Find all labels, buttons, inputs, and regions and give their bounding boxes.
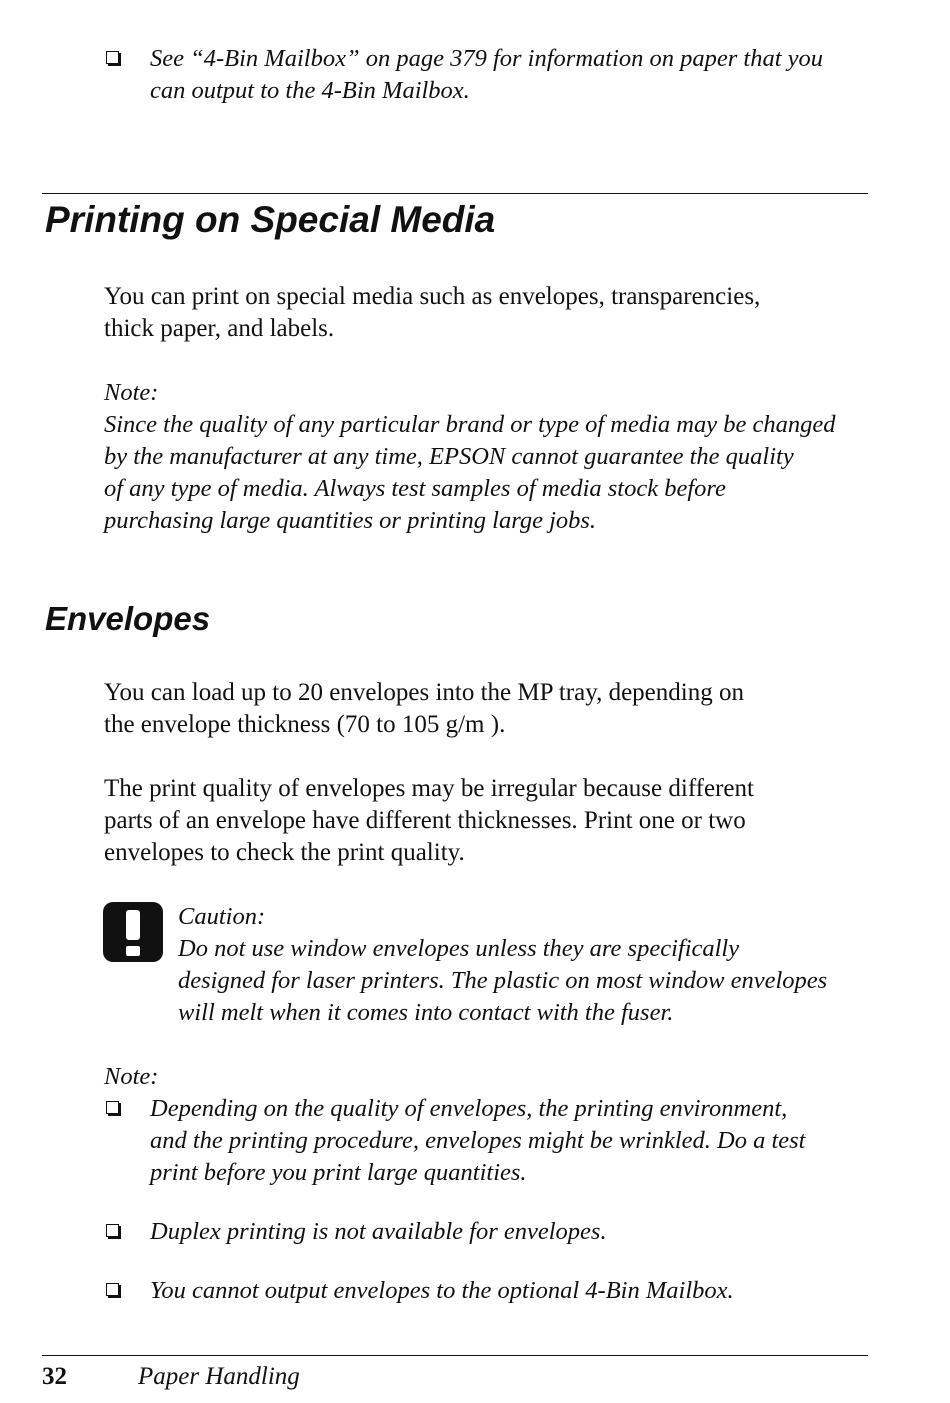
bullet-checkbox-icon xyxy=(106,51,119,64)
top-bullet-line-1: See “4-Bin Mailbox” on page 379 for information on paper that you xyxy=(150,45,824,72)
envelopes-para1-line-2 xyxy=(104,709,505,741)
envelopes-note-label: Note: xyxy=(104,1063,159,1090)
note-bullet-1-line-1: Depending on the quality of envelopes, the printing environment, xyxy=(150,1095,788,1122)
chapter-title: Paper Handling xyxy=(138,1363,300,1390)
intro-line-1: You can print on special media such as envelopes, transparencies, xyxy=(104,283,761,310)
caution-line-3: will melt when it comes into contact with the fuser. xyxy=(178,999,674,1026)
note-bullet-2: Duplex printing is not available for envelopes. xyxy=(150,1218,607,1245)
caution-line-1: Do not use window envelopes unless they are specifically xyxy=(178,935,740,962)
caution-line-2: designed for laser printers. The plastic on most window envelopes xyxy=(178,967,828,994)
section-rule xyxy=(42,193,868,194)
note-bullet-1-line-2: and the printing procedure, envelopes might be wrinkled. Do a test xyxy=(150,1127,806,1154)
envelopes-para2-line-1: The print quality of envelopes may be irregular because different xyxy=(104,775,754,802)
envelopes-para1-line-2-text: the envelope thickness (70 to 105 g/m ) xyxy=(104,711,500,738)
envelopes-para2-line-3: envelopes to check the print quality. xyxy=(104,839,465,866)
envelopes-para2-line-2: parts of an envelope have different thicknesses. Print one or two xyxy=(104,807,746,834)
bullet-checkbox-icon xyxy=(106,1224,119,1237)
caution-icon xyxy=(102,901,164,963)
note-bullet-1-line-3: print before you print large quantities. xyxy=(150,1159,527,1186)
note-line-4: purchasing large quantities or printing large jobs. xyxy=(104,507,597,534)
top-bullet-line-2: can output to the 4-Bin Mailbox. xyxy=(150,77,470,104)
bullet-checkbox-icon xyxy=(106,1101,119,1114)
bullet-checkbox-icon xyxy=(106,1283,119,1296)
note-label: Note: xyxy=(104,379,159,406)
caution-label: Caution: xyxy=(178,903,266,930)
envelopes-title: Envelopes xyxy=(45,600,211,637)
note-line-2: by the manufacturer at any time, EPSON cannot guarantee the quality xyxy=(104,443,794,470)
note-bullet-3: You cannot output envelopes to the optional 4-Bin Mailbox. xyxy=(150,1277,734,1304)
intro-line-2: thick paper, and labels. xyxy=(104,315,335,342)
envelopes-para1-line-1: You can load up to 20 envelopes into the MP tray, depending on xyxy=(104,679,744,706)
note-line-1: Since the quality of any particular brand or type of media may be changed xyxy=(104,411,836,438)
footer-rule xyxy=(42,1355,868,1356)
envelopes-para1-line-2-period: . xyxy=(499,711,506,738)
page-number: 32 xyxy=(42,1363,67,1390)
section-title: Printing on Special Media xyxy=(45,199,496,240)
note-line-3: of any type of media. Always test samples of media stock before xyxy=(104,475,726,502)
